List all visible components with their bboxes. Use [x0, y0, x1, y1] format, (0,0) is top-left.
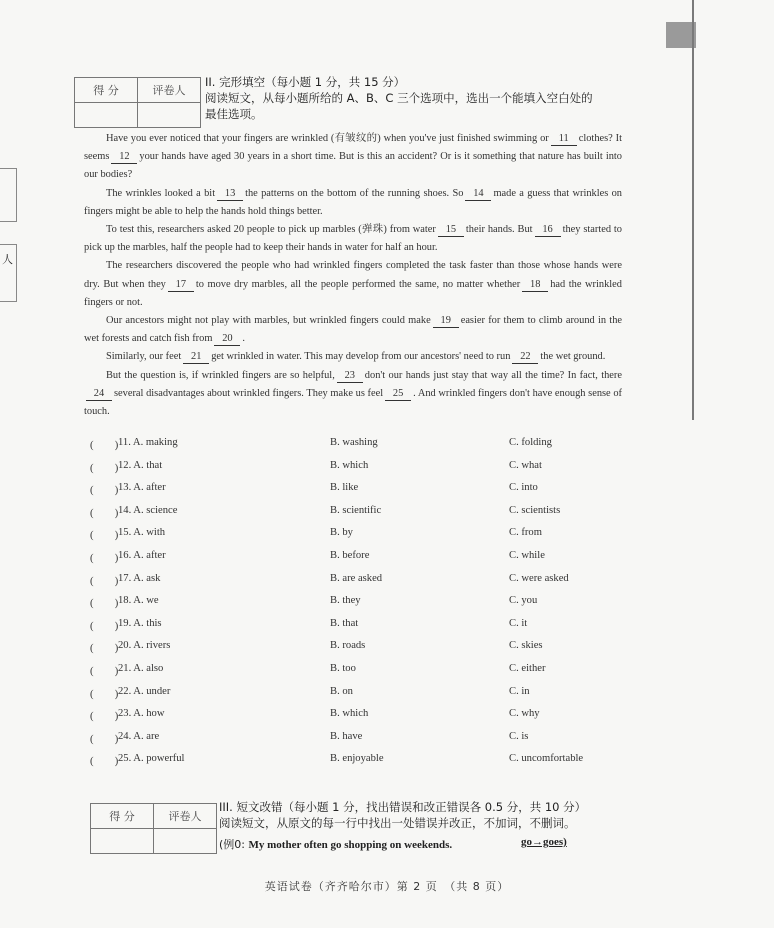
option-row [84, 460, 644, 483]
option-b: B. have [330, 730, 363, 742]
option-row [84, 640, 644, 663]
option-row [84, 505, 644, 528]
option-c: C. skies [509, 640, 543, 652]
passage-paragraph: The researchers discovered the people who had wrinkled fingers completed the task faster than those whose hands were dry. But when they 17 to move dry marbles, all the people performed the same, no matter whether 18 had the wrinkled fingers or not. [84, 260, 622, 308]
option-b: B. enjoyable [330, 753, 384, 765]
blank: 16 [535, 224, 561, 237]
score-cell [75, 103, 138, 128]
option-b: B. on [330, 685, 353, 697]
option-b: B. which [330, 708, 369, 720]
answer-paren[interactable]: ( ) [90, 643, 119, 655]
option-c: C. uncomfortable [509, 753, 584, 765]
answer-paren[interactable]: ( ) [90, 620, 119, 632]
option-a: 23. A. how [118, 708, 165, 720]
option-c: C. is [509, 730, 529, 742]
left-margin-box [0, 244, 17, 302]
grader-label: 评卷人 [154, 804, 217, 829]
answer-paren[interactable]: ( ) [90, 688, 119, 700]
score-label: 得 分 [75, 78, 138, 103]
option-c: C. from [509, 527, 542, 539]
option-b: B. too [330, 662, 356, 674]
option-b: B. washing [330, 437, 378, 448]
option-a: 19. A. this [118, 617, 162, 629]
option-b: B. roads [330, 640, 366, 652]
page-footer: 英语试卷（齐齐哈尔市）第 2 页 （共 8 页） [264, 880, 510, 893]
option-a: 16. A. after [118, 549, 166, 561]
passage-paragraph: Our ancestors might not play with marbles, but wrinkled fingers could make 19 easier for them to climb around in the wet forests and catch fish from 20 . [84, 315, 623, 345]
score-cell [91, 829, 154, 854]
option-row [84, 686, 644, 709]
blank: 11 [551, 133, 577, 146]
grader-cell [154, 829, 217, 854]
option-c: C. were asked [509, 572, 569, 584]
blank: 20 [214, 333, 240, 346]
option-a: 21. A. also [118, 662, 164, 674]
option-c: C. you [509, 595, 538, 607]
option-a: 14. A. science [118, 504, 178, 516]
blank: 13 [217, 188, 243, 201]
passage-paragraph: Have you ever noticed that your fingers are wrinkled (有皱纹的) when you've just finished swimming or 11 clothes? It seems 12 your hands have aged 30 years in a short time. But is this an accident? Or is it something that nature has built into our bodies? [84, 133, 622, 181]
section2-header [205, 74, 625, 122]
blank: 19 [433, 315, 459, 328]
option-row [84, 482, 644, 505]
passage-paragraph: But the question is, if wrinkled fingers are so helpful, 23 don't our hands just stay that way all the time? In fact, there24 several disadvantages about wrinkled fingers. They make us feel 25 . And wrinkled fingers don't have enough sense of touch. [84, 369, 623, 418]
option-row [84, 527, 644, 550]
option-a: 17. A. ask [118, 572, 161, 584]
blank: 15 [438, 224, 464, 237]
answer-paren[interactable]: ( ) [90, 485, 119, 497]
passage-paragraph: Similarly, our feet 21 get wrinkled in water. This may develop from our ancestors' need to run 22 the wet ground. [106, 351, 606, 363]
blank: 14 [465, 188, 491, 201]
option-row [84, 618, 644, 641]
option-a: 15. A. with [118, 527, 166, 539]
score-label: 得 分 [91, 804, 154, 829]
option-a: 25. A. powerful [118, 753, 185, 765]
blank: 21 [183, 351, 209, 364]
option-b: B. scientific [330, 504, 382, 516]
option-a: 22. A. under [118, 685, 171, 697]
answer-options [84, 437, 644, 776]
option-c: C. in [509, 685, 530, 697]
option-row [84, 595, 644, 618]
option-b: B. they [330, 595, 361, 607]
answer-paren[interactable]: ( ) [90, 711, 119, 723]
blank: 22 [512, 351, 538, 364]
answer-paren[interactable]: ( ) [90, 552, 119, 564]
option-a: 18. A. we [118, 595, 159, 607]
option-a: 13. A. after [118, 482, 166, 494]
grader-cell [138, 103, 201, 128]
score-table-section2 [74, 77, 201, 128]
section3-header [219, 799, 639, 831]
option-a: 12. A. that [118, 459, 163, 471]
left-margin-box [0, 168, 17, 222]
option-c: C. folding [509, 437, 552, 448]
example-label: (例0: [219, 838, 245, 851]
option-row [84, 573, 644, 596]
passage-paragraph: To test this, researchers asked 20 people to pick up marbles (弹珠) from water 15 their hands. But 16 they started to pick up the marbles, half the people had to keep their hands in water for half an hour. [84, 224, 622, 254]
option-c: C. either [509, 662, 546, 674]
option-row [84, 753, 644, 776]
answer-paren[interactable]: ( ) [90, 665, 119, 677]
option-row [84, 731, 644, 754]
option-c: C. into [509, 482, 538, 494]
blank: 12 [111, 151, 137, 164]
option-b: B. by [330, 527, 353, 539]
option-c: C. scientists [509, 504, 561, 516]
option-a: 20. A. rivers [118, 640, 171, 652]
option-row [84, 708, 644, 731]
answer-paren[interactable]: ( ) [90, 733, 119, 745]
blank: 23 [337, 370, 363, 383]
blank: 17 [168, 279, 194, 292]
answer-paren[interactable]: ( ) [90, 507, 119, 519]
section3-title: III. 短文改错（每小题 1 分，找出错误和改正错误各 0.5 分，共 10 分） [219, 800, 587, 814]
grader-label: 评卷人 [138, 78, 201, 103]
answer-paren[interactable]: ( ) [90, 530, 119, 542]
option-row [84, 437, 644, 460]
left-margin-glyph: 人 [2, 254, 13, 266]
passage-paragraph: The wrinkles looked a bit 13 the patterns on the bottom of the running shoes. So 14 made a guess that wrinkles on fingers might be able to help the hands hold things better. [84, 187, 622, 217]
page-edge-line [692, 0, 694, 420]
option-b: B. which [330, 459, 369, 471]
option-a: 24. A. are [118, 730, 160, 742]
option-c: C. while [509, 549, 545, 561]
option-c: C. why [509, 708, 540, 720]
cloze-passage [84, 130, 622, 421]
option-c: C. what [509, 459, 542, 471]
section2-instruction: 阅读短文，从每小题所给的 A、B、C 三个选项中，选出一个能填入空白处的 [205, 91, 593, 105]
answer-paren[interactable]: ( ) [90, 756, 119, 768]
option-b: B. before [330, 549, 370, 561]
option-b: B. that [330, 617, 359, 629]
option-c: C. it [509, 617, 528, 629]
section2-instruction-cont: 最佳选项。 [205, 107, 263, 121]
section2-title: II. 完形填空（每小题 1 分，共 15 分） [205, 75, 406, 89]
section3-instruction: 阅读短文，从原文的每一行中找出一处错误并改正，不加词，不删词。 [219, 816, 576, 830]
answer-paren[interactable]: ( ) [90, 440, 119, 451]
example-sentence: My mother often go shopping on weekends. [248, 839, 453, 851]
answer-paren[interactable]: ( ) [90, 462, 119, 474]
option-a: 11. A. making [118, 437, 178, 448]
example-answer: go→goes) [521, 836, 567, 848]
correction-example [219, 836, 567, 852]
blank: 25 [385, 388, 411, 401]
option-row [84, 550, 644, 573]
blank: 24 [86, 388, 112, 401]
blank: 18 [522, 279, 548, 292]
option-row [84, 663, 644, 686]
score-table-section3 [90, 803, 217, 854]
answer-paren[interactable]: ( ) [90, 598, 119, 610]
answer-paren[interactable]: ( ) [90, 575, 119, 587]
option-b: B. like [330, 482, 359, 494]
option-b: B. are asked [330, 572, 383, 584]
